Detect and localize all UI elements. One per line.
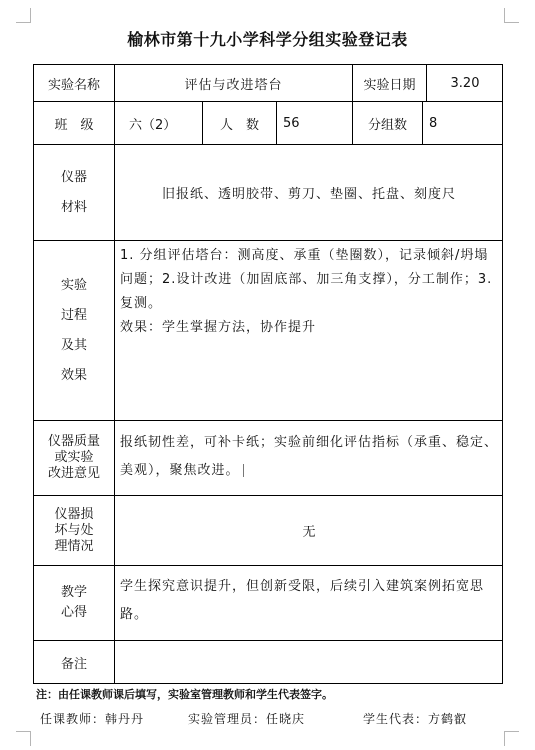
process-label	[34, 241, 114, 420]
reflection-label	[34, 566, 114, 640]
groups-label: 分组数	[367, 117, 407, 133]
process-label-line: 实验	[60, 277, 87, 293]
people-label: 人 数	[219, 117, 259, 133]
damage-label	[34, 496, 114, 565]
reflection-label-line: 教学	[60, 585, 87, 600]
damage-label-line: 坏与处	[54, 522, 94, 538]
process-steps: 1. 分组评估塔台：测高度、承重（垫圈数），记录倾斜/坍塌问题；2.设计改进（加固底部、加三角支撑），分工制作；3. 复测。	[120, 248, 493, 311]
remarks-value[interactable]	[115, 641, 503, 683]
remarks-label: 备注	[60, 656, 87, 672]
process-label-line: 过程	[60, 307, 87, 323]
materials-label-line: 材料	[60, 199, 87, 215]
quality-label	[34, 421, 114, 495]
experiment-date-label: 实验日期	[363, 77, 416, 93]
damage-label-line: 理情况	[54, 538, 94, 554]
registration-table	[33, 64, 503, 684]
footer-note: 注：由任课教师课后填写，实验室管理教师和学生代表签字。	[36, 688, 333, 701]
people-value: 56	[283, 115, 300, 131]
teacher-signature: 任课教师：韩丹丹	[40, 712, 145, 726]
crop-mark-bottom-left	[16, 731, 31, 746]
quality-text[interactable]	[120, 429, 498, 485]
quality-text-content: 报纸韧性差，可补卡纸；实验前细化评估指标（承重、稳定、美观），聚焦改进。	[120, 435, 499, 478]
crop-mark-top-right	[504, 8, 519, 23]
process-label-line: 及其	[60, 337, 87, 353]
text-cursor	[243, 464, 244, 477]
experiment-name-label: 实验名称	[47, 77, 100, 93]
manager-signature: 实验管理员：任晓庆	[188, 712, 306, 726]
process-text	[120, 244, 498, 340]
quality-label-line: 或实验	[54, 450, 94, 465]
damage-label-line: 仪器损	[54, 506, 94, 522]
student-signature: 学生代表：方鹤叡	[363, 712, 468, 726]
quality-label-line: 改进意见	[47, 466, 100, 481]
reflection-text: 学生探究意识提升，但创新受限，后续引入建筑案例拓宽思路。	[120, 579, 485, 622]
crop-mark-bottom-right	[504, 731, 519, 746]
crop-mark-top-left	[16, 8, 31, 23]
quality-label-line: 仪器质量	[47, 434, 100, 449]
experiment-date-value: 3.20	[450, 75, 480, 91]
materials-label	[34, 145, 114, 240]
materials-label-line: 仪器	[60, 169, 87, 185]
materials-value: 旧报纸、透明胶带、剪刀、垫圈、托盘、刻度尺	[161, 187, 456, 202]
process-effect: 效果：学生掌握方法，协作提升	[120, 320, 317, 335]
experiment-name-value: 评估与改进塔台	[184, 77, 283, 93]
class-value: 六（2）	[129, 117, 177, 133]
class-label: 班 级	[54, 117, 94, 133]
reflection-label-line: 心得	[60, 605, 87, 620]
groups-value: 8	[429, 115, 438, 131]
process-label-line: 效果	[60, 367, 87, 383]
damage-value: 无	[302, 525, 316, 540]
page-title: 榆林市第十九小学科学分组实验登记表	[127, 30, 408, 49]
